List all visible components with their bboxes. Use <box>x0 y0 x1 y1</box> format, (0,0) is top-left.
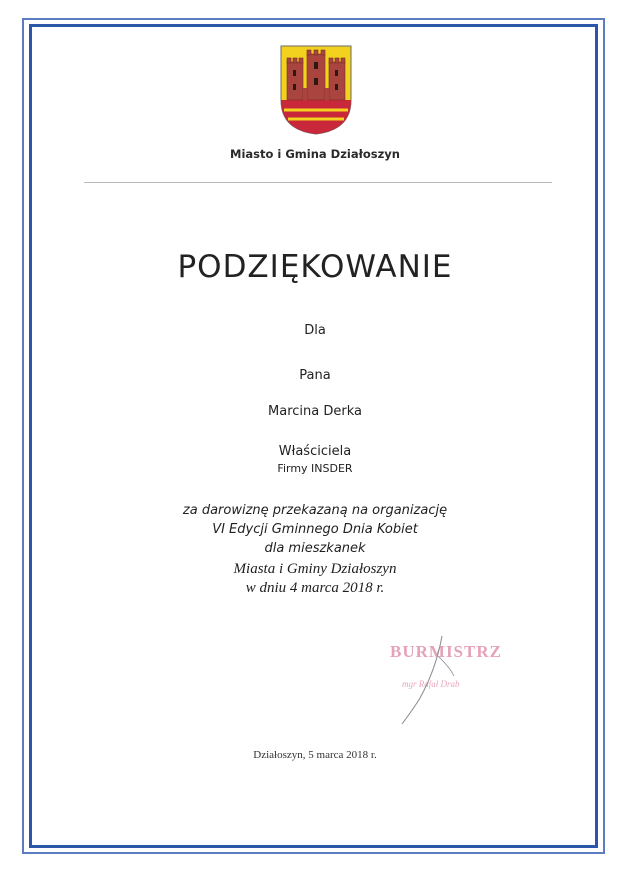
company-name: Firmy INSDER <box>277 462 353 475</box>
recipient-role: Właściciela <box>278 444 352 459</box>
reason-line-4: Miasta i Gminy Działoszyn <box>233 561 397 577</box>
recipient-name: Marcina Derka <box>268 404 362 419</box>
mayor-stamp-title: BURMISTRZ <box>390 642 502 661</box>
salutation: Pana <box>299 368 331 383</box>
header-divider <box>84 182 552 183</box>
signature-mark <box>380 628 500 728</box>
certificate-title: PODZIĘKOWANIE <box>177 249 453 285</box>
reason-line-1: za darowiznę przekazaną na organizację <box>182 503 448 518</box>
mayor-stamp-name: mgr Rafał Drab <box>402 679 460 689</box>
municipality-name: Miasto i Gmina Działoszyn <box>230 147 400 161</box>
reason-line-3: dla mieszkanek <box>264 541 366 556</box>
for-label: Dla <box>304 323 326 338</box>
reason-line-2: VI Edycji Gminnego Dnia Kobiet <box>212 522 418 537</box>
reason-line-5: w dniu 4 marca 2018 r. <box>245 580 385 596</box>
place-and-date: Działoszyn, 5 marca 2018 r. <box>253 749 377 761</box>
coat-of-arms-icon <box>279 44 353 136</box>
